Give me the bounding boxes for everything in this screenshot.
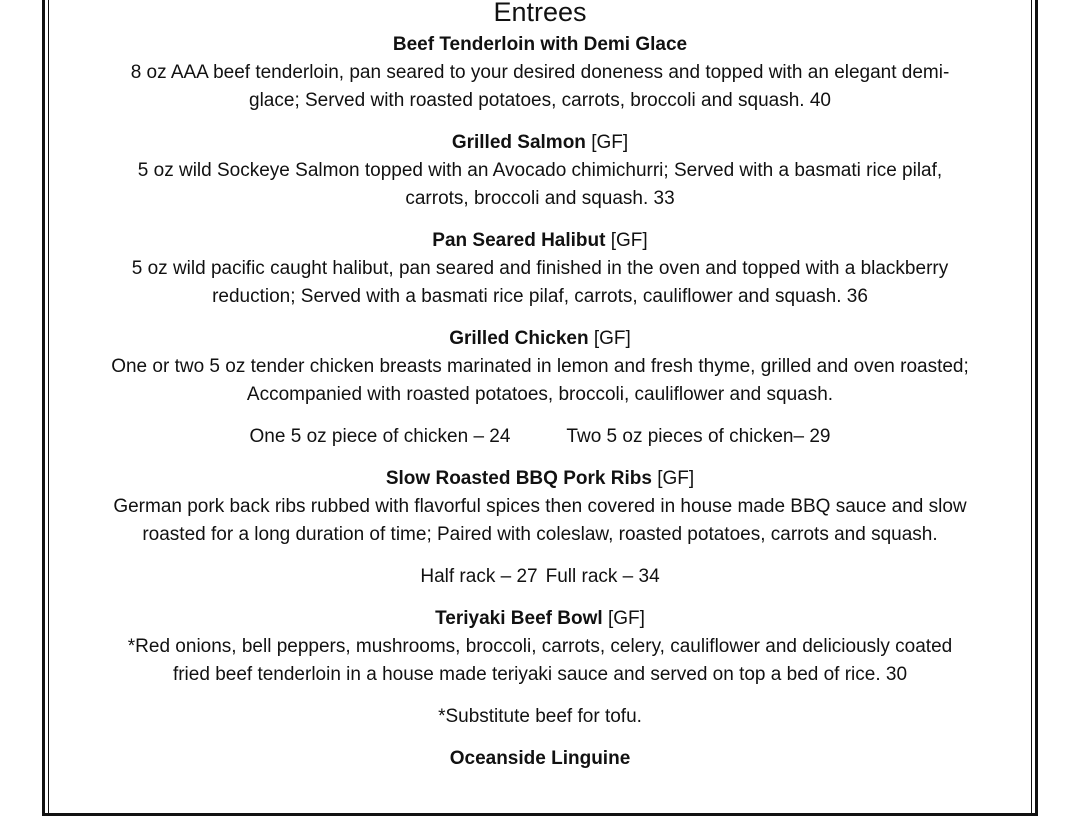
price-option-one: One 5 oz piece of chicken – 24 — [249, 426, 511, 447]
menu-item-pan-seared-halibut — [70, 227, 1010, 311]
menu-item-beef-tenderloin — [70, 31, 1010, 115]
item-tag: [GF] — [607, 608, 645, 629]
item-description: 8 oz AAA beef tenderloin, pan seared to your desired doneness and topped with an elegant demi-glace; Served with roasted potatoes, carrots, broccoli and squash. 40 — [130, 62, 950, 111]
item-prices — [70, 563, 1010, 591]
item-description: 5 oz wild Sockeye Salmon topped with an Avocado chimichurri; Served with a basmati rice pilaf, carrots, broccoli and squash. 33 — [137, 160, 943, 209]
item-description: German pork back ribs rubbed with flavorful spices then covered in house made BBQ sauce and slow roasted for a long duration of time; Paired with coleslaw, roasted potatoes, carrots and squash. — [113, 496, 967, 545]
menu-item-bbq-pork-ribs — [70, 465, 1010, 549]
item-name: Oceanside Linguine — [449, 748, 631, 769]
price-option-full: Full rack – 34 — [545, 566, 660, 587]
menu-item-grilled-salmon — [70, 129, 1010, 213]
item-name: Pan Seared Halibut — [432, 230, 606, 251]
item-tag: [GF] — [657, 468, 695, 489]
menu-item-oceanside-linguine — [70, 745, 1010, 773]
item-name: Teriyaki Beef Bowl — [435, 608, 603, 629]
section-heading: Entrees — [493, 0, 587, 27]
menu-content — [70, 0, 1010, 787]
price-option-two: Two 5 oz pieces of chicken– 29 — [566, 426, 831, 447]
item-name: Grilled Chicken — [449, 328, 589, 349]
item-name: Beef Tenderloin with Demi Glace — [392, 34, 688, 55]
item-description: 5 oz wild pacific caught halibut, pan seared and finished in the oven and topped with a blackberry reduction; Served with a basmati rice pilaf, carrots, cauliflower and squash. 36 — [131, 258, 949, 307]
item-tag: [GF] — [591, 132, 629, 153]
item-name: Slow Roasted BBQ Pork Ribs — [385, 468, 652, 489]
menu-item-teriyaki-beef-bowl — [70, 605, 1010, 689]
item-tag: [GF] — [593, 328, 631, 349]
item-prices — [70, 423, 1010, 451]
menu-item-grilled-chicken — [70, 325, 1010, 409]
item-description: *Red onions, bell peppers, mushrooms, broccoli, carrots, celery, cauliflower and deliciously coated fried beef tenderloin in a house made teriyaki sauce and served on top a bed of rice. 30 — [127, 636, 953, 685]
item-note: *Substitute beef for tofu. — [438, 706, 642, 727]
item-name: Grilled Salmon — [451, 132, 586, 153]
price-option-half: Half rack – 27 — [420, 566, 538, 587]
item-tag: [GF] — [610, 230, 648, 251]
item-description: One or two 5 oz tender chicken breasts marinated in lemon and fresh thyme, grilled and oven roasted; Accompanied with roasted potatoes, broccoli, cauliflower and squash. — [111, 356, 969, 405]
